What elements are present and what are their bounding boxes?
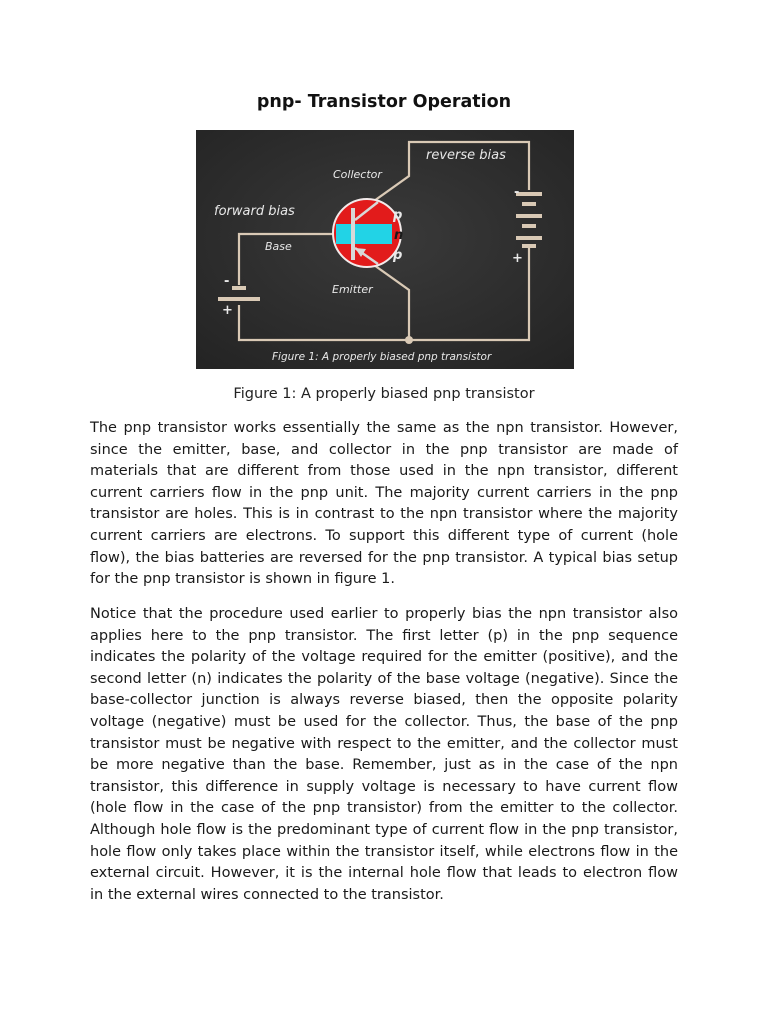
figure-inner-caption: Figure 1: A properly biased pnp transistor xyxy=(272,351,492,363)
base-plate xyxy=(351,208,355,260)
label-p-top: p xyxy=(393,208,403,223)
right-battery-plus: + xyxy=(512,251,523,266)
figure-caption: Figure 1: A properly biased pnp transistor xyxy=(233,386,535,402)
label-collector: Collector xyxy=(333,168,382,181)
junction-dot xyxy=(405,336,413,344)
left-battery-minus: - xyxy=(224,274,230,289)
transistor-diagram xyxy=(196,130,574,369)
label-p-bottom: p xyxy=(393,248,403,263)
transistor-symbol xyxy=(333,199,404,267)
label-n-middle: n xyxy=(394,228,404,243)
left-battery-plus: + xyxy=(222,303,233,318)
label-emitter: Emitter xyxy=(332,283,373,296)
paragraph-1: The pnp transistor works essentially the same as the npn transistor. However, since the emitter, base, and collector in the pnp transistor are made of materials that are different from those used in the npn transistor, different current carriers flow in the pnp unit. The majority current carriers in the pnp transistor are holes. This is in contrast to the npn transistor where the majority current carriers are electrons. To support this different type of current (hole flow), the bias batteries are reversed for the pnp transistor. A typical bias setup for the pnp transistor is shown in figure 1. xyxy=(90,420,678,588)
n-region-band xyxy=(336,224,392,244)
label-base: Base xyxy=(265,240,292,253)
right-battery-minus: - xyxy=(514,185,520,200)
page-title: pnp- Transistor Operation xyxy=(256,92,512,112)
label-reverse-bias: reverse bias xyxy=(426,148,506,163)
paragraph-2: Notice that the procedure used earlier to properly bias the npn transistor also applies here to the pnp transistor. The first letter (p) in the pnp sequence indicates the polarity of the voltage required for the emitter (positive), and the second letter (n) indicates the polarity of the base voltage (negative). Since the base-collector junction is always reverse biased, then the opposite polarity voltage (negative) must be used for the collector. Thus, the base of the pnp transistor must be negative with respect to the emitter, and the collector must be more negative than the base. Remember, just as in the case of the npn transistor, this difference in supply voltage is necessary to have current flow (hole flow in the case of the pnp transistor) from the emitter to the collector. Although hole flow is the predominant type of current flow in the pnp transistor, hole flow only takes place within the transistor itself, while electrons flow in the external circuit. However, it is the internal hole flow that leads to electron flow in the external wires connected to the transistor. xyxy=(90,606,678,903)
transistor-figure xyxy=(196,130,574,369)
label-forward-bias: forward bias xyxy=(214,204,295,219)
